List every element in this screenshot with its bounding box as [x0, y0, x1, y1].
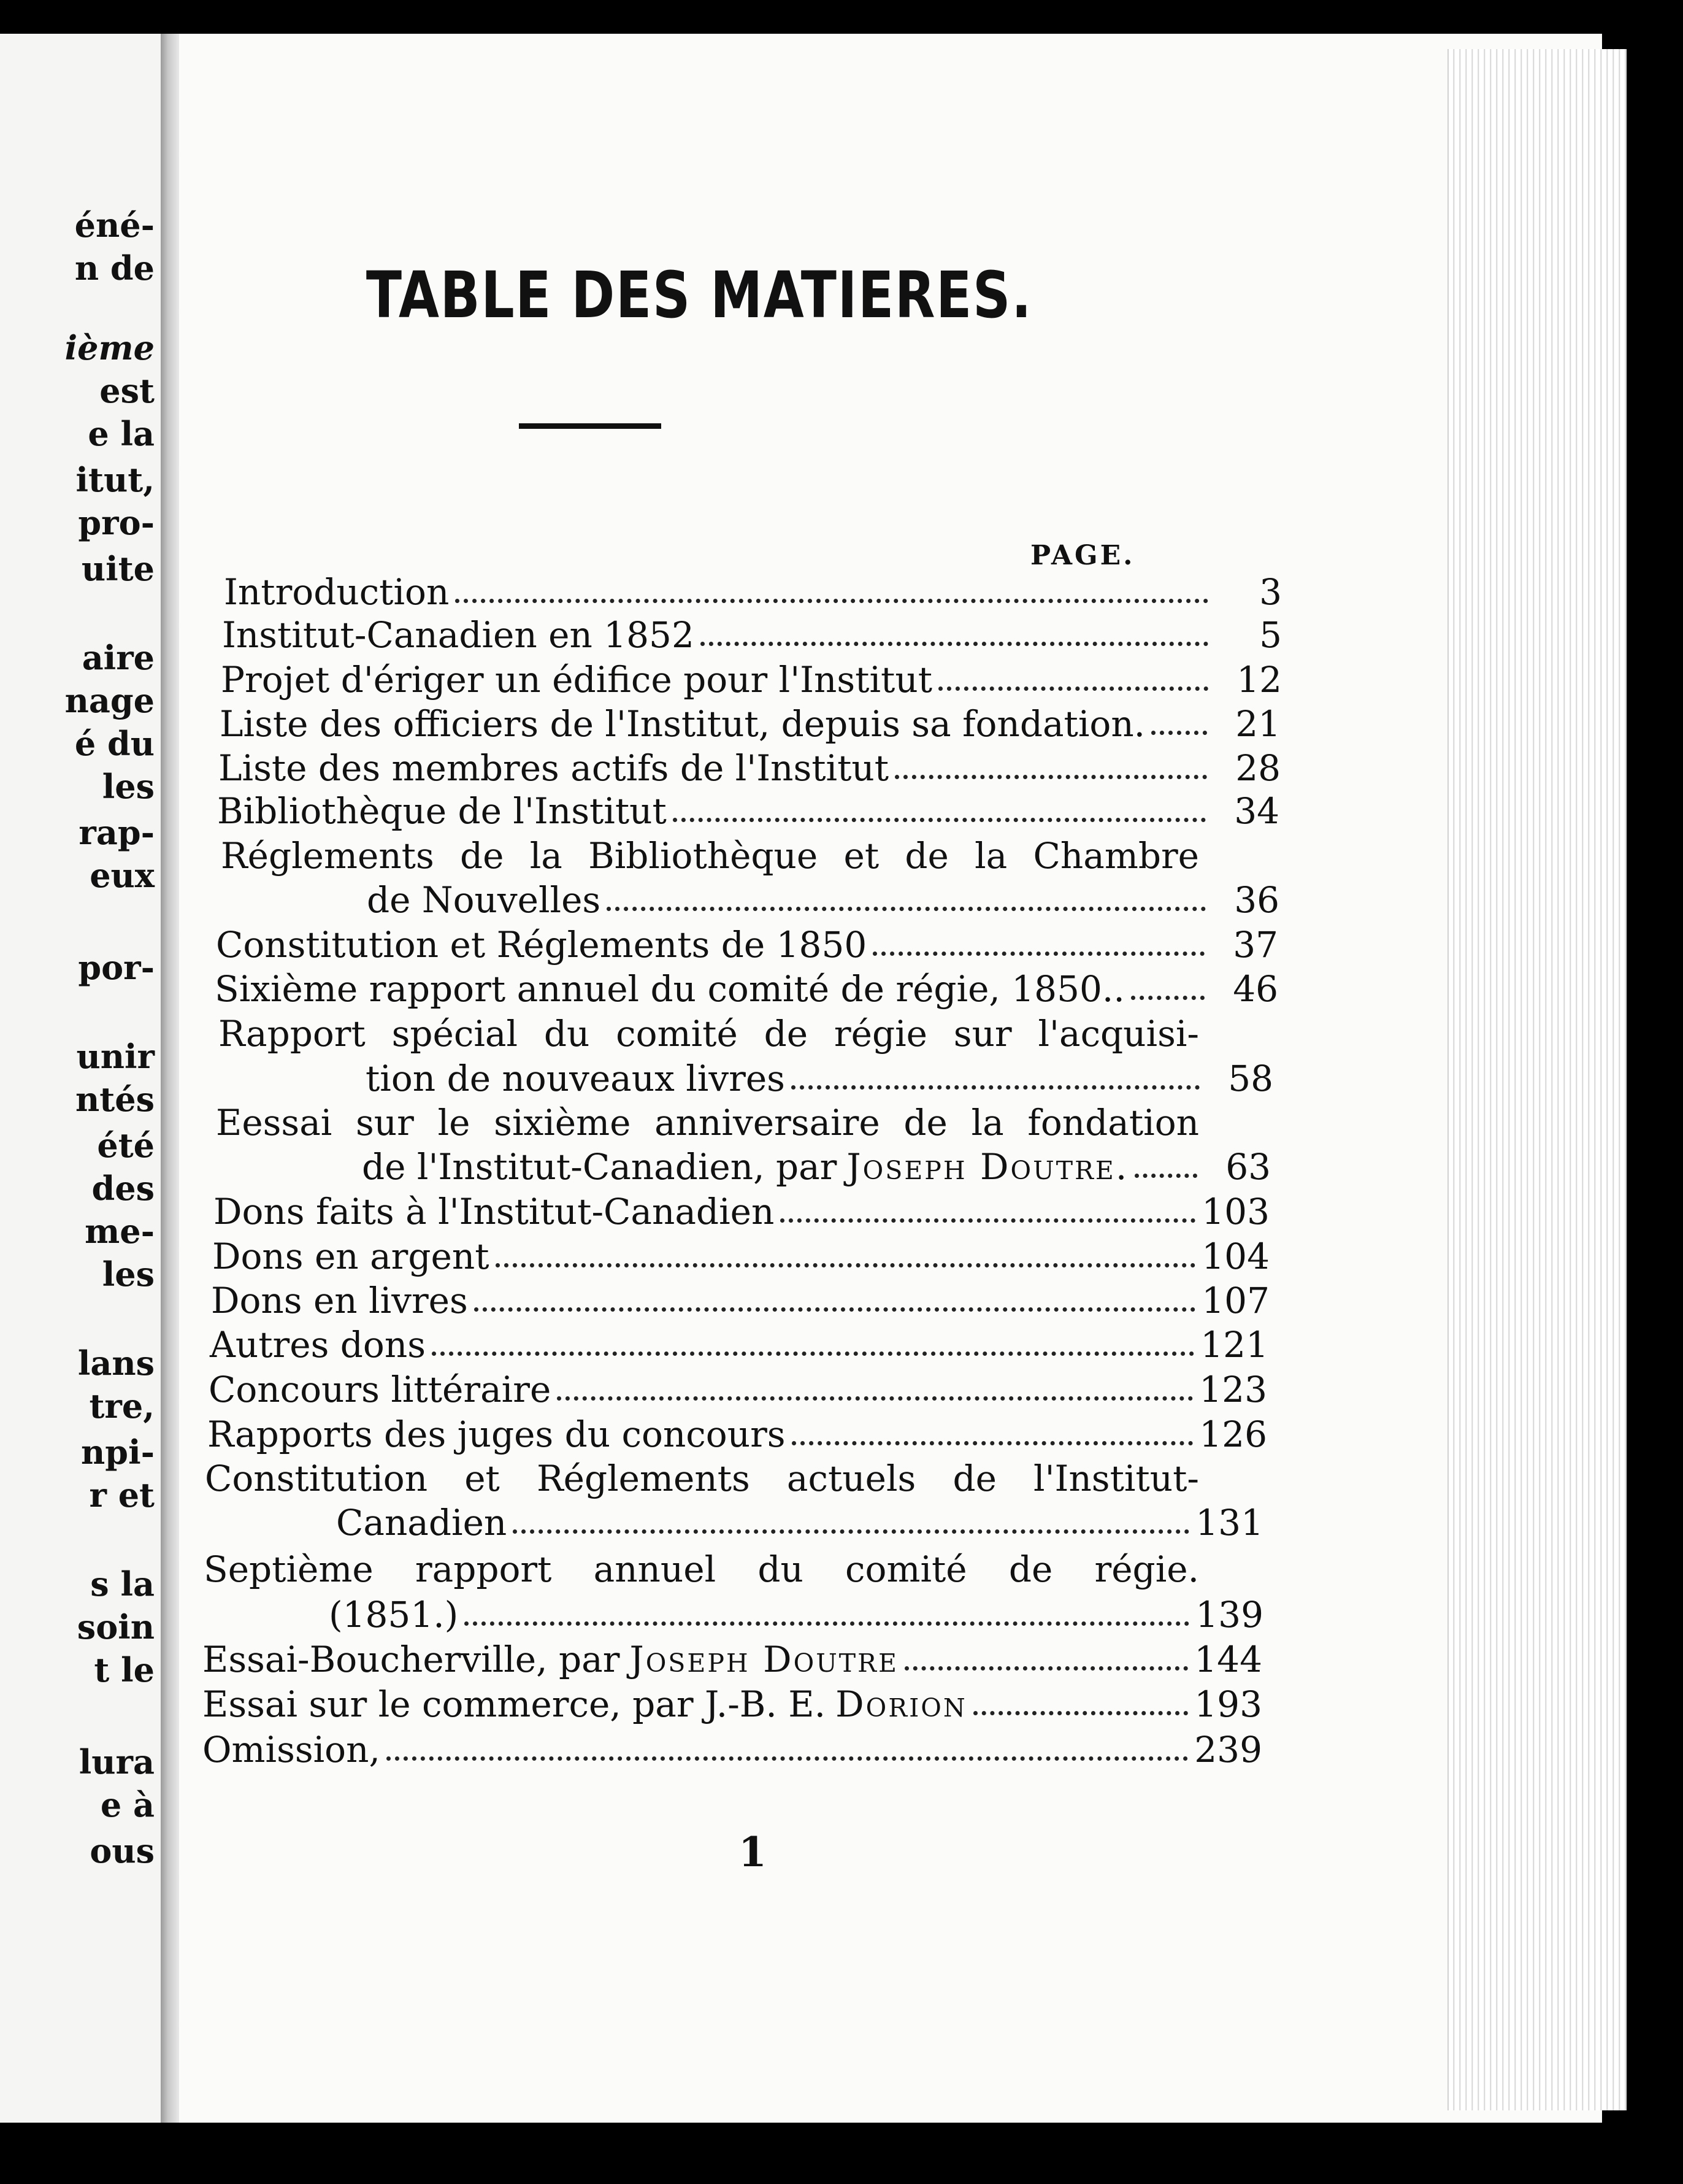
- facing-page-line: ième: [64, 328, 155, 367]
- facing-page-line: pro-: [78, 503, 155, 542]
- toc-leader-dots: [1131, 996, 1205, 1000]
- toc-entry-page: 144: [1194, 1639, 1262, 1680]
- facing-page-line: les: [102, 1255, 155, 1294]
- page-number: 1: [738, 1828, 767, 1876]
- facing-page-line: t le: [94, 1650, 155, 1690]
- facing-page-line: des: [91, 1169, 155, 1208]
- toc-leader-dots: [474, 1307, 1196, 1312]
- toc-entry-title: Septième rapport annuel du comité de régie.: [204, 1548, 1199, 1590]
- toc-leader-dots: [905, 1666, 1188, 1671]
- facing-page-line: ntés: [75, 1080, 155, 1119]
- toc-entry-title: Omission,: [202, 1729, 380, 1771]
- facing-page-line: est: [99, 371, 155, 410]
- toc-entry-page: 104: [1202, 1236, 1270, 1277]
- toc-entry-title: de Nouvelles: [367, 879, 601, 921]
- toc-entry-title: tion de nouveaux livres: [366, 1058, 785, 1099]
- toc-entry-page: 46: [1233, 968, 1278, 1010]
- facing-page-line: é du: [74, 724, 155, 763]
- toc-entry: [202, 1683, 1262, 1725]
- facing-page-line: lura: [79, 1742, 155, 1782]
- facing-page-line: s la: [90, 1564, 155, 1604]
- toc-entry: [209, 1371, 1267, 1408]
- facing-page-line: lans: [77, 1344, 155, 1383]
- toc-entry-title: Eessai sur le sixième anniversaire de la fondation: [216, 1102, 1199, 1144]
- toc-leader-dots: [496, 1263, 1196, 1267]
- toc-entry-author: Joseph Doutre.: [846, 1146, 1129, 1188]
- toc-leader-dots: [673, 818, 1206, 822]
- book-gutter: [161, 34, 179, 2123]
- facing-page-line: unir: [76, 1037, 155, 1076]
- facing-page-line: eux: [90, 856, 155, 895]
- facing-page-line: itut,: [75, 460, 155, 499]
- toc-entry-page: 21: [1235, 703, 1281, 745]
- toc-leader-dots: [557, 1396, 1193, 1401]
- toc-entry-page: 103: [1202, 1191, 1270, 1232]
- toc-entry-page: 5: [1259, 614, 1282, 656]
- toc-entry-page: 123: [1199, 1369, 1267, 1410]
- toc-entry: [221, 835, 1199, 877]
- toc-entry: [216, 1102, 1199, 1144]
- toc-entry-title: Liste des officiers de l'Institut, depuis sa fondation.: [220, 703, 1146, 745]
- toc-entry-title: Concours littéraire: [209, 1369, 551, 1410]
- toc-entry-title: Essai sur le commerce, par J.-B. E.: [202, 1683, 826, 1725]
- toc-entry: [367, 879, 1279, 921]
- toc-entry-page: 107: [1202, 1280, 1270, 1321]
- title-rule: [519, 423, 661, 429]
- toc-leader-dots: [700, 642, 1208, 646]
- facing-page-line: aire: [82, 638, 155, 677]
- toc-entry-title: Constitution et Réglements actuels de l'Institut-: [205, 1458, 1199, 1499]
- toc-entry: [204, 1548, 1199, 1590]
- facing-page: [0, 34, 161, 2123]
- toc-entry-title: Sixième rapport annuel du comité de régie, 1850..: [215, 968, 1125, 1010]
- toc-leader-dots: [607, 907, 1206, 911]
- toc-leader-dots: [873, 952, 1205, 956]
- facing-page-line: r et: [89, 1475, 155, 1515]
- toc-entry-author: Joseph Doutre: [629, 1639, 899, 1680]
- toc-entry: [221, 659, 1282, 701]
- toc-entry-page: 193: [1194, 1683, 1262, 1725]
- page-column-label: PAGE.: [1030, 540, 1135, 571]
- toc-entry-page: 131: [1195, 1502, 1263, 1544]
- toc-entry: [205, 1460, 1199, 1497]
- toc-entry: [218, 747, 1281, 789]
- toc-entry-title: Essai-Boucherville, par: [202, 1639, 620, 1680]
- toc-entry-title: Liste des membres actifs de l'Institut: [218, 747, 889, 789]
- toc-entry: [210, 1324, 1268, 1366]
- facing-page-line: n de: [74, 248, 155, 288]
- toc-entry-title: Dons faits à l'Institut-Canadien: [213, 1191, 775, 1232]
- toc-entry-author: Dorion: [835, 1683, 967, 1725]
- facing-page-line: soin: [77, 1607, 155, 1647]
- toc-entry: [222, 614, 1282, 656]
- facing-page-line: e la: [88, 414, 155, 453]
- toc-entry: [362, 1146, 1271, 1188]
- toc-entry-page: 3: [1259, 571, 1282, 613]
- toc-entry: [216, 924, 1278, 966]
- toc-entry-title: Constitution et Réglements de 1850: [216, 924, 867, 966]
- toc-entry-page: 36: [1234, 879, 1279, 921]
- toc-entry: [220, 703, 1281, 745]
- facing-page-line: ous: [90, 1831, 155, 1871]
- toc-entry: [217, 790, 1279, 832]
- toc-entry: [212, 1238, 1270, 1275]
- toc-entry-title: Rapport spécial du comité de régie sur l'acquisi-: [218, 1013, 1199, 1055]
- facing-page-line: été: [97, 1126, 155, 1165]
- toc-entry-title: Projet d'ériger un édifice pour l'Institut: [221, 659, 932, 701]
- toc-entry-title: Autres dons: [210, 1324, 426, 1366]
- toc-entry-title: Dons en livres: [211, 1280, 468, 1321]
- toc-entry: [213, 1193, 1270, 1230]
- toc-entry-title: Institut-Canadien en 1852: [222, 614, 694, 656]
- toc-entry: [366, 1060, 1273, 1097]
- toc-entry-title: Dons en argent: [212, 1236, 489, 1277]
- facing-page-line: rap-: [79, 813, 155, 852]
- page-edges: [1447, 49, 1627, 2110]
- toc-entry: [224, 571, 1282, 613]
- toc-entry-page: 58: [1228, 1058, 1273, 1099]
- toc-leader-dots: [513, 1529, 1189, 1534]
- facing-page-line: uite: [81, 549, 155, 588]
- facing-page-line: éné-: [74, 206, 155, 245]
- toc-entry-title: Canadien: [336, 1502, 507, 1544]
- toc-entry-page: 63: [1225, 1146, 1271, 1188]
- toc-entry-page: 126: [1199, 1413, 1267, 1455]
- toc-entry: [211, 1282, 1270, 1319]
- toc-leader-dots: [973, 1711, 1189, 1715]
- toc-entry-page: 34: [1234, 790, 1279, 832]
- facing-page-line: npi-: [81, 1432, 155, 1472]
- facing-page-line: nage: [64, 681, 155, 720]
- toc-entry: [207, 1413, 1267, 1455]
- toc-leader-dots: [455, 599, 1208, 603]
- toc-entry-page: 121: [1200, 1324, 1268, 1366]
- toc-entry-page: 28: [1235, 747, 1281, 789]
- toc-leader-dots: [386, 1756, 1188, 1761]
- toc-leader-dots: [895, 775, 1207, 779]
- toc-entry: [329, 1594, 1263, 1636]
- page-title: TABLE DES MATIERES.: [366, 258, 1033, 333]
- toc-leader-dots: [1151, 731, 1207, 735]
- toc-entry-title: Bibliothèque de l'Institut: [217, 790, 667, 832]
- facing-page-line: por-: [78, 948, 155, 987]
- toc-entry-page: 239: [1194, 1729, 1262, 1771]
- toc-leader-dots: [1135, 1174, 1197, 1178]
- toc-leader-dots: [780, 1218, 1195, 1223]
- toc-entry-title: (1851.): [329, 1594, 459, 1636]
- toc-entry: [215, 968, 1278, 1010]
- toc-entry-title: de l'Institut-Canadien, par: [362, 1146, 837, 1188]
- toc-entry-title: Réglements de la Bibliothèque et de la Chambre: [221, 835, 1199, 877]
- facing-page-line: tre,: [89, 1386, 155, 1426]
- toc-entry: [202, 1641, 1262, 1678]
- toc-leader-dots: [938, 686, 1208, 691]
- toc-entry-page: 37: [1233, 924, 1278, 966]
- toc-entry-title: Rapports des juges du concours: [207, 1413, 786, 1455]
- toc-entry-title: Introduction: [224, 571, 450, 613]
- facing-page-line: les: [102, 767, 155, 806]
- toc-entry: [336, 1502, 1263, 1544]
- toc-entry: [218, 1013, 1199, 1055]
- toc-leader-dots: [792, 1441, 1194, 1445]
- toc-entry-page: 139: [1195, 1594, 1263, 1636]
- toc-entry-page: 12: [1236, 659, 1282, 701]
- toc-leader-dots: [791, 1085, 1200, 1090]
- toc-entry: [202, 1729, 1262, 1771]
- toc-leader-dots: [464, 1621, 1189, 1626]
- facing-page-line: e à: [100, 1785, 155, 1824]
- facing-page-line: me-: [85, 1212, 155, 1251]
- toc-leader-dots: [432, 1352, 1194, 1356]
